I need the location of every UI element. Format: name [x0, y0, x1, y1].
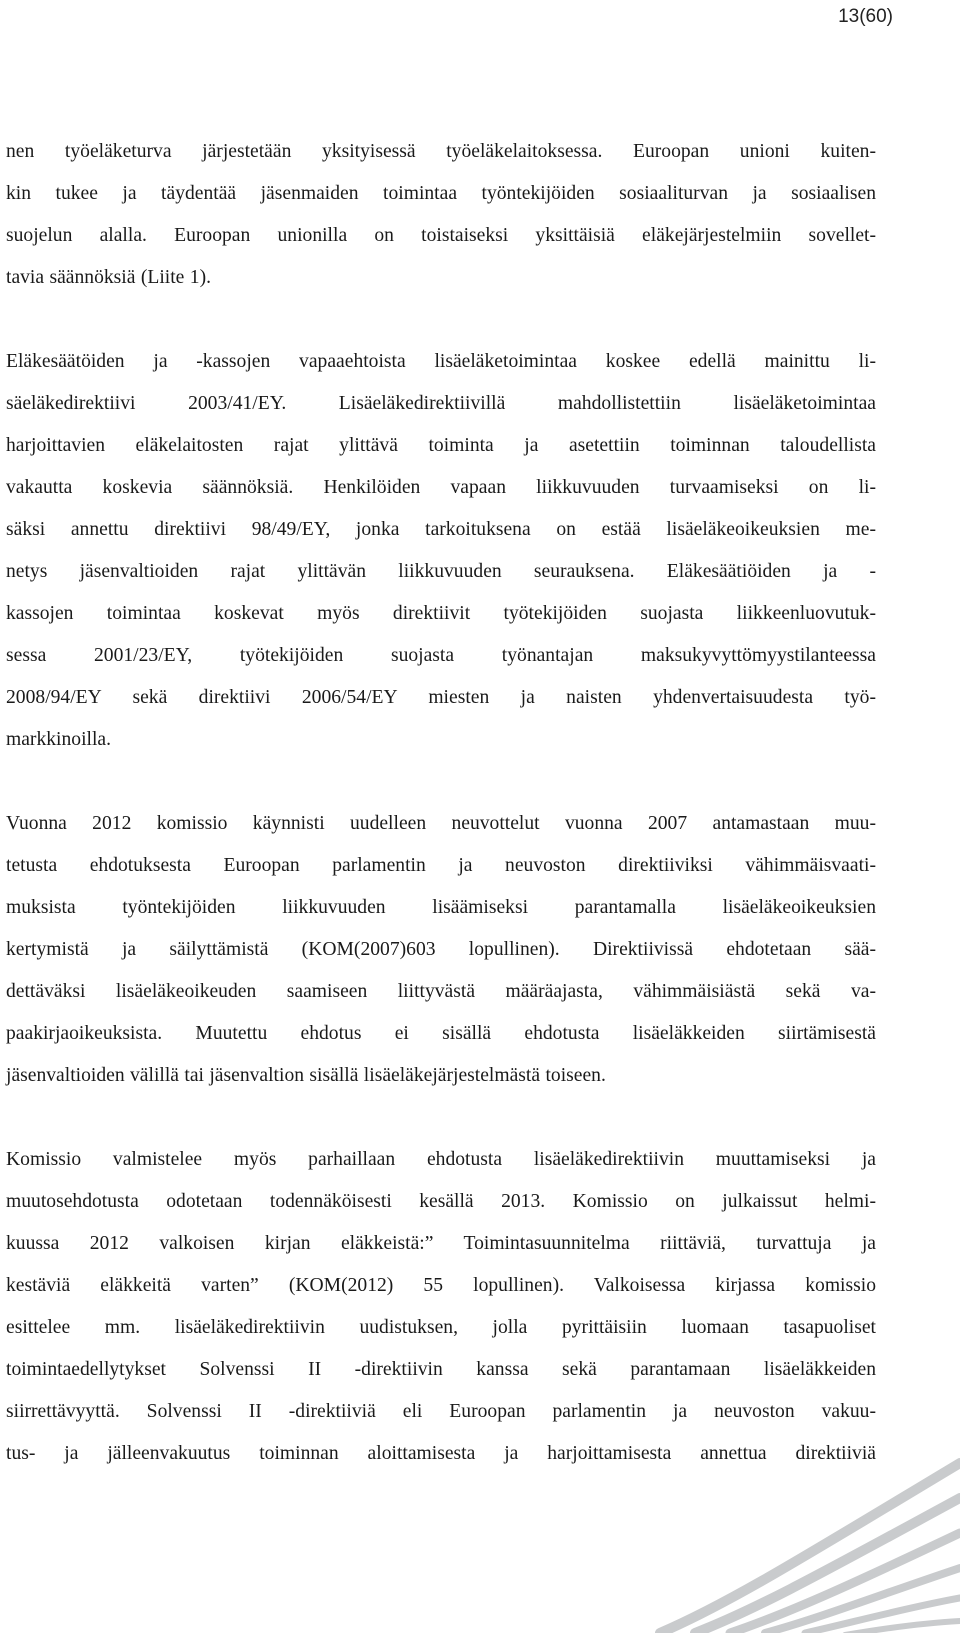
text-line: muksista työntekijöiden liikkuvuuden lisäämiseksi parantamalla lisäeläkeoikeuksien	[6, 897, 876, 918]
text-line: Vuonna 2012 komissio käynnisti uudelleen neuvottelut vuonna 2007 antamastaan muu-	[6, 813, 876, 834]
text-line: kertymistä ja säilyttämistä (KOM(2007)603 lopullinen). Direktiivissä ehdotetaan sää-	[6, 939, 876, 960]
swoosh-logo-icon	[640, 1403, 960, 1633]
text-line: paakirjaoikeuksista. Muutettu ehdotus ei sisällä ehdotusta lisäeläkkeiden siirtämisestä	[6, 1023, 876, 1044]
text-line: vakautta koskevia säännöksiä. Henkilöiden vapaan liikkuvuuden turvaamiseksi on li-	[6, 477, 876, 498]
text-line: tavia säännöksiä (Liite 1).	[6, 267, 211, 288]
text-line: 2008/94/EY sekä direktiivi 2006/54/EY miesten ja naisten yhdenvertaisuudesta työ-	[6, 687, 876, 708]
paragraph-gap	[6, 299, 876, 341]
text-line: netys jäsenvaltioiden rajat ylittävän liikkuvuuden seurauksena. Eläkesäätiöiden ja -	[6, 561, 876, 582]
text-line: nen työeläketurva järjestetään yksityisessä työeläkelaitoksessa. Euroopan unioni kuiten-	[6, 141, 876, 162]
text-line: esittelee mm. lisäeläkedirektiivin uudistuksen, jolla pyrittäisiin luomaan tasapuoliset	[6, 1317, 876, 1338]
text-line: muutosehdotusta odotetaan todennäköisesti kesällä 2013. Komissio on julkaissut helmi-	[6, 1191, 876, 1212]
text-line: suojelun alalla. Euroopan unionilla on toistaiseksi yksittäisiä eläkejärjestelmiin sovellet-	[6, 225, 876, 246]
text-line: jäsenvaltioiden välillä tai jäsenvaltion sisällä lisäeläkejärjestelmästä toiseen.	[6, 1065, 606, 1086]
text-line: dettäväksi lisäeläkeoikeuden saamiseen liittyvästä määräajasta, vähimmäisiästä sekä va-	[6, 981, 876, 1002]
text-line: säeläkedirektiivi 2003/41/EY. Lisäeläkedirektiivillä mahdollistettiin lisäeläketoimintaa	[6, 393, 876, 414]
text-line: siirrettävyyttä. Solvenssi II -direktiiviä eli Euroopan parlamentin ja neuvoston vakuu-	[6, 1401, 876, 1422]
page-number: 13(60)	[838, 6, 893, 27]
text-line: säksi annettu direktiivi 98/49/EY, jonka tarkoituksena on estää lisäeläkeoikeuksien me-	[6, 519, 876, 540]
paragraph-1	[6, 131, 876, 299]
text-line: kin tukee ja täydentää jäsenmaiden toimintaa työntekijöiden sosiaaliturvan ja sosiaalisen	[6, 183, 876, 204]
text-line: kuussa 2012 valkoisen kirjan eläkkeistä:” Toimintasuunnitelma riittäviä, turvattuja ja	[6, 1233, 876, 1254]
text-line: Eläkesäätöiden ja -kassojen vapaaehtoista lisäeläketoimintaa koskee edellä mainittu li-	[6, 351, 876, 372]
text-line: markkinoilla.	[6, 729, 112, 750]
text-line: sessa 2001/23/EY, työtekijöiden suojasta työnantajan maksukyvyttömyystilanteessa	[6, 645, 876, 666]
paragraph-gap	[6, 761, 876, 803]
paragraph-2	[6, 341, 876, 761]
text-line: Komissio valmistelee myös parhaillaan ehdotusta lisäeläkedirektiivin muuttamiseksi ja	[6, 1149, 876, 1170]
text-line: tus- ja jälleenvakuutus toiminnan aloittamisesta ja harjoittamisesta annettua direktiiviä	[6, 1443, 876, 1464]
text-line: harjoittavien eläkelaitosten rajat ylittävä toiminta ja asetettiin toiminnan taloudellista	[6, 435, 876, 456]
text-line: tetusta ehdotuksesta Euroopan parlamentin ja neuvoston direktiiviksi vähimmäisvaati-	[6, 855, 876, 876]
text-line: toimintaedellytykset Solvenssi II -direktiivin kanssa sekä parantamaan lisäeläkkeiden	[6, 1359, 876, 1380]
paragraph-gap	[6, 1097, 876, 1139]
paragraph-3	[6, 803, 876, 1097]
text-line: kassojen toimintaa koskevat myös direktiivit työtekijöiden suojasta liikkeenluovutuk-	[6, 603, 876, 624]
text-line: kestäviä eläkkeitä varten” (KOM(2012) 55 lopullinen). Valkoisessa kirjassa komissio	[6, 1275, 876, 1296]
document-body	[6, 131, 876, 1475]
